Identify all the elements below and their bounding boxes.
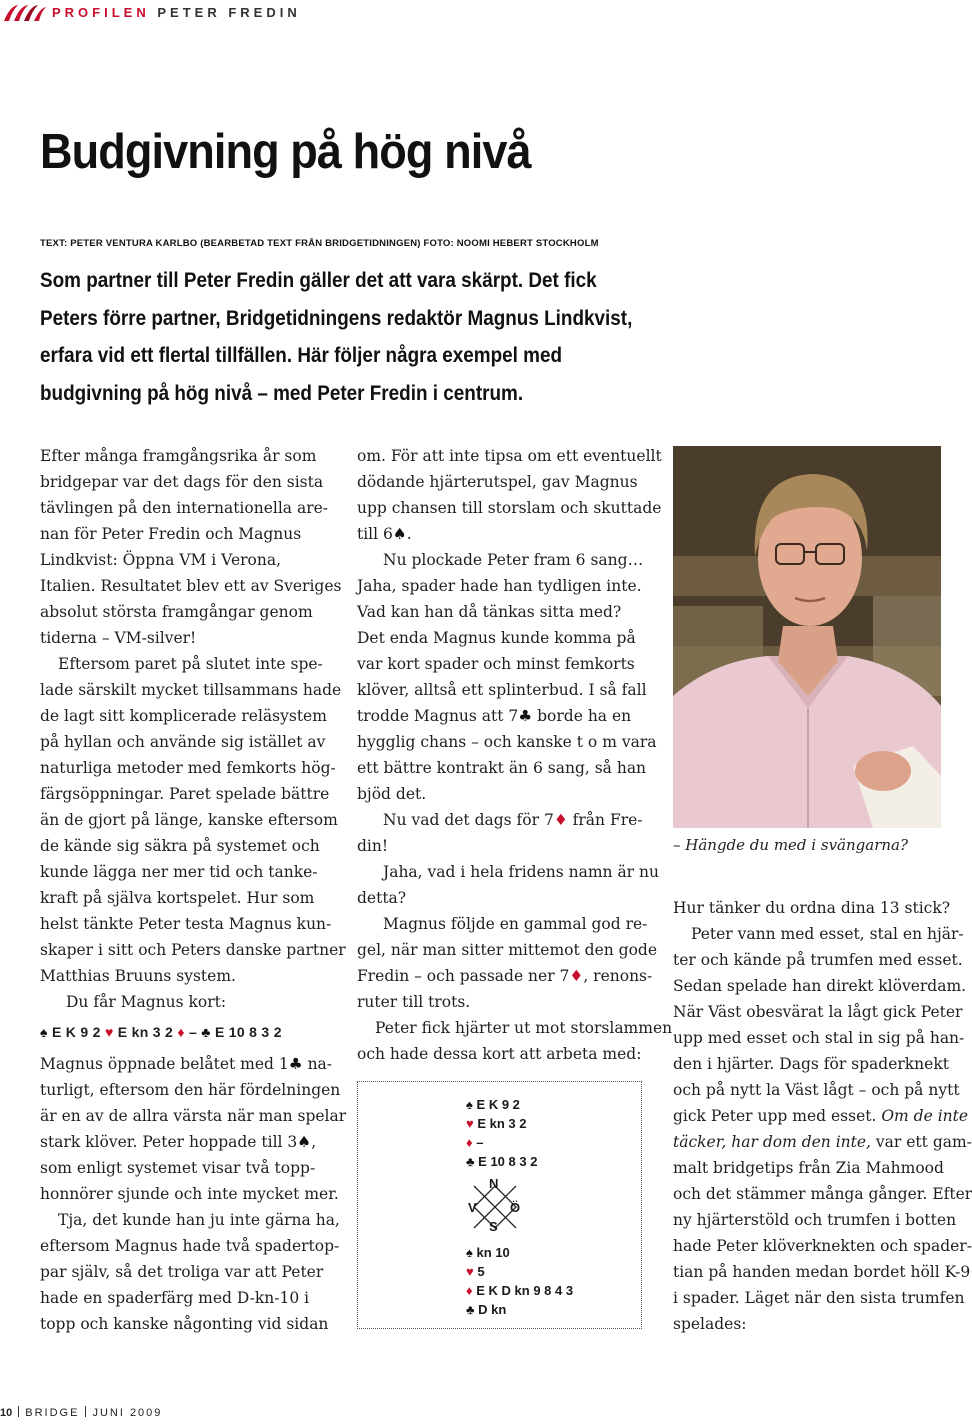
text-line: [40, 1129, 340, 1155]
text-line: upp med esset och stal in sig på han-: [673, 1029, 965, 1047]
text-line: dödande hjärterutspel, gav Magnus: [357, 473, 638, 491]
paragraph: [357, 911, 657, 1015]
text-line: kunde lägga ner mer tid och tanke-: [40, 863, 318, 881]
paragraph: [40, 1051, 347, 1207]
text-run: Nu vad det dags för 7: [383, 811, 554, 829]
text-line: ny hjärterstöld och trumfen i botten: [673, 1211, 957, 1229]
north-diamonds-row: [466, 1133, 537, 1152]
south-diamonds: E K D kn 9 8 4 3: [476, 1283, 574, 1298]
text-line: bridgepar var det dags för den sista: [40, 473, 324, 491]
text-line: Jaha, vad i hela fridens namn är nu: [383, 863, 659, 881]
north-clubs: E 10 8 3 2: [478, 1154, 538, 1169]
paragraph: [357, 807, 657, 859]
text-line: hygglig chans – och kanske t o m vara: [357, 733, 657, 751]
section-name: PROFILEN: [52, 5, 150, 20]
page-number: 10: [0, 1407, 13, 1419]
lede-line: erfara vid ett flertal tillfällen. Här följer några exempel med: [40, 344, 563, 367]
text-line: Eftersom paret på slutet inte spe-: [58, 655, 323, 673]
text-line: tiderna – VM-silver!: [40, 629, 197, 647]
text-line: var kort spader och minst femkorts: [357, 655, 635, 673]
text-line: den i hjärter. Dags för spaderknekt: [673, 1055, 949, 1073]
south-clubs-row: [466, 1300, 573, 1319]
text-run: Fredin – och passade ner 7: [357, 967, 570, 985]
text-line: topp och kanske någonting vid sidan: [40, 1315, 329, 1333]
text-line: Efter många framgångsrika år som: [40, 447, 317, 465]
text-line: Lindkvist: Öppna VM i Verona,: [40, 551, 282, 569]
text-line: Nu plockade Peter fram 6 sang…: [383, 551, 644, 569]
text-line: och hade dessa kort att arbeta med:: [357, 1045, 642, 1063]
issue-date: JUNI 2009: [92, 1407, 163, 1419]
text-line: helst tänkte Peter testa Magnus kun-: [40, 915, 332, 933]
spade-icon: ♠: [40, 1024, 48, 1040]
diamond-icon: ♦: [177, 1024, 185, 1040]
text-run: Magnus öppnade belåtet med 1: [40, 1055, 289, 1073]
diamond-icon: ♦: [553, 811, 568, 829]
text-line: eftersom Magnus hade två spadertop-: [40, 1237, 340, 1255]
body-column-1: [40, 443, 347, 1337]
text-line: Peter vann med esset, stal en hjär-: [691, 925, 964, 943]
paragraph: [40, 1207, 340, 1337]
text-line: hade Peter klöverknekten och spader-: [673, 1237, 972, 1255]
text-line: färgsöppningar. Paret spelade bättre: [40, 785, 330, 803]
heart-icon: ♥: [466, 1116, 474, 1131]
text-line: och på nytt la Väst lågt – och på nytt: [673, 1081, 960, 1099]
spade-icon: ♠: [392, 525, 407, 543]
club-icon: ♣: [466, 1302, 475, 1317]
body-column-3: [673, 895, 972, 1337]
text-line: skaper i sitt och Peters danske partner: [40, 941, 346, 959]
magazine-name: BRIDGE: [25, 1407, 80, 1419]
text-line: Det enda Magnus kunde komma på: [357, 629, 636, 647]
text-line: malt bridgetips från Zia Mahmood: [673, 1159, 944, 1177]
article-lede: [40, 262, 670, 412]
text-line: Magnus följde en gammal god re-: [383, 915, 648, 933]
hand-diamonds: –: [188, 1024, 198, 1040]
club-icon: ♣: [201, 1024, 211, 1040]
hand-clubs: E 10 8 3 2: [214, 1024, 282, 1040]
text-line: gel, när man sitter mittemot den gode: [357, 941, 658, 959]
hand-hearts: E kn 3 2: [117, 1024, 174, 1040]
text-line: naturliga metoder med femkorts hög-: [40, 759, 336, 777]
paragraph: [40, 989, 340, 1015]
magnus-hand: [40, 1019, 340, 1045]
text-line: turligt, eftersom den här fördelningen: [40, 1081, 341, 1099]
divider: [18, 1406, 19, 1417]
text-line: om. För att inte tipsa om ett eventuellt: [357, 447, 662, 465]
paragraph: [40, 443, 340, 651]
paragraph: [673, 921, 972, 1337]
text-run: till 6: [357, 525, 393, 543]
north-hearts: E kn 3 2: [477, 1116, 527, 1131]
compass-west-label: V: [468, 1200, 477, 1215]
paragraph: [673, 895, 960, 921]
text-line: [357, 703, 657, 729]
text-line: Italien. Resultatet blev ett av Sveriges: [40, 577, 342, 595]
text-run: borde ha en: [532, 707, 632, 725]
italic-text: Om de inte: [881, 1107, 969, 1125]
text-line: Tja, det kunde han ju inte gärna ha,: [58, 1211, 340, 1229]
north-diamonds: –: [476, 1135, 484, 1150]
south-hearts: 5: [477, 1264, 485, 1279]
text-line: När Väst obesvärat la lågt gick Peter: [673, 1003, 963, 1021]
text-line: spelades:: [673, 1315, 747, 1333]
text-run: ,: [311, 1133, 317, 1151]
south-spades: kn 10: [476, 1245, 510, 1260]
text-run: gick Peter upp med esset.: [673, 1107, 882, 1125]
hand-spades: E K 9 2: [51, 1024, 101, 1040]
text-run: från Fre-: [567, 811, 643, 829]
heart-icon: ♥: [466, 1264, 474, 1279]
paragraph: [357, 443, 662, 547]
text-line: Du får Magnus kort:: [66, 993, 227, 1011]
text-line: Matthias Bruuns system.: [40, 967, 236, 985]
text-line: ett bättre kontrakt än 6 sang, så han: [357, 759, 647, 777]
article-headline: Budgivning på hög nivå: [40, 125, 531, 179]
text-line: Jaha, spader hade han tydligen inte.: [357, 577, 642, 595]
lede-line: Som partner till Peter Fredin gäller det att vara skärpt. Det fick: [40, 269, 597, 292]
club-icon: ♣: [288, 1055, 303, 1073]
club-icon: ♣: [466, 1154, 475, 1169]
body-column-2: [357, 443, 673, 1067]
north-clubs-row: [466, 1152, 537, 1171]
north-spades: E K 9 2: [476, 1097, 520, 1112]
text-line: tävlingen på den internationella are-: [40, 499, 329, 517]
spade-icon: ♠: [466, 1245, 473, 1260]
south-hand: [466, 1243, 573, 1319]
text-line: kraft på själva kortspelet. Hur som: [40, 889, 315, 907]
north-spades-row: [466, 1095, 537, 1114]
lede-line: Peters förre partner, Bridgetidningens redaktör Magnus Lindkvist,: [40, 306, 633, 330]
text-line: [40, 1051, 340, 1077]
magazine-logo-icon: [0, 2, 48, 24]
compass-east-label: Ö: [510, 1200, 521, 1215]
text-line: de kände sig säkra på systemet och: [40, 837, 320, 855]
compass-south-label: S: [489, 1219, 498, 1234]
diamond-icon: ♦: [569, 967, 584, 985]
text-line: honnörer sjunde och inte mycket mer.: [40, 1185, 339, 1203]
compass-north-label: N: [489, 1176, 499, 1191]
text-line: på hyllan och använde sig istället av: [40, 733, 326, 751]
text-run: , renons-: [583, 967, 653, 985]
lede-line: budgivning på hög nivå – med Peter Fredin i centrum.: [40, 381, 524, 405]
section-tag: [52, 5, 301, 20]
text-line: är en av de allra värsta när man spelar: [40, 1107, 347, 1125]
text-line: i spader. Läget när den sista trumfen: [673, 1289, 965, 1307]
text-line: detta?: [357, 889, 407, 907]
text-line: nan för Peter Fredin och Magnus: [40, 525, 302, 543]
text-run: .: [406, 525, 412, 543]
text-line: [357, 521, 657, 547]
text-line: tian på handen medan bordet höll K-9: [673, 1263, 971, 1281]
south-clubs: D kn: [478, 1302, 507, 1317]
page-footer: [0, 1406, 162, 1419]
north-hearts-row: [466, 1114, 537, 1133]
south-diamonds-row: [466, 1281, 573, 1300]
paragraph: [40, 651, 346, 989]
text-run: trodde Magnus att 7: [357, 707, 519, 725]
italic-text: täcker, har dom den inte,: [673, 1133, 871, 1151]
spade-icon: ♠: [297, 1133, 312, 1151]
article-credits: TEXT: PETER VENTURA KARLBO (BEARBETAD TEXT FRÅN BRIDGETIDNINGEN) FOTO: NOOMI HEBERT STOCKHOLM: [40, 238, 599, 249]
text-line: Vad kan han då tänkas sitta med?: [357, 603, 622, 621]
text-line: par själv, så det troliga var att Peter: [40, 1263, 324, 1281]
text-line: och det stämmer många gånger. Efter: [673, 1185, 972, 1203]
text-line: [357, 963, 657, 989]
text-line: [673, 1103, 969, 1129]
text-line: Sedan spelade han direkt klöverdam.: [673, 977, 967, 995]
south-spades-row: [466, 1243, 573, 1262]
south-hearts-row: [466, 1262, 573, 1281]
text-line: Peter fick hjärter ut mot storslammen: [375, 1019, 673, 1037]
text-line: din!: [357, 837, 389, 855]
text-line: som enligt systemet visar två topp-: [40, 1159, 316, 1177]
text-line: upp chansen till storslam och skuttade: [357, 499, 662, 517]
text-run: stark klöver. Peter hoppade till 3: [40, 1133, 298, 1151]
heart-icon: ♥: [104, 1024, 114, 1040]
section-subject: PETER FREDIN: [157, 5, 301, 20]
paragraph: [357, 859, 657, 911]
text-line: [357, 807, 657, 833]
text-line: än de gjort på länge, kanske eftersom: [40, 811, 338, 829]
paragraph: [357, 1015, 673, 1067]
club-icon: ♣: [518, 707, 533, 725]
text-line: lade särskilt mycket tillsammans hade: [40, 681, 342, 699]
paragraph: [357, 547, 657, 807]
text-run: na-: [302, 1055, 333, 1073]
text-line: hade en spaderfärg med D-kn-10 i: [40, 1289, 310, 1307]
text-line: absolut största framgångar genom: [40, 603, 313, 621]
text-run: var ett gam-: [871, 1133, 972, 1151]
spade-icon: ♠: [466, 1097, 473, 1112]
text-line: ter och kände på trumfen med esset.: [673, 951, 963, 969]
diamond-icon: ♦: [466, 1135, 473, 1150]
north-hand: [466, 1095, 537, 1171]
photo-caption: – Hängde du med i svängarna?: [673, 836, 909, 854]
text-line: bjöd det.: [357, 785, 427, 803]
text-line: de lagt sitt komplicerade reläsystem: [40, 707, 327, 725]
text-line: Hur tänker du ordna dina 13 stick?: [673, 899, 951, 917]
diamond-icon: ♦: [466, 1283, 473, 1298]
divider: [85, 1406, 86, 1417]
portrait-photo: [673, 446, 941, 828]
text-line: klöver, alltså ett splinterbud. I så fall: [357, 681, 647, 699]
text-line: [673, 1129, 972, 1155]
text-line: ruter till trots.: [357, 993, 471, 1011]
